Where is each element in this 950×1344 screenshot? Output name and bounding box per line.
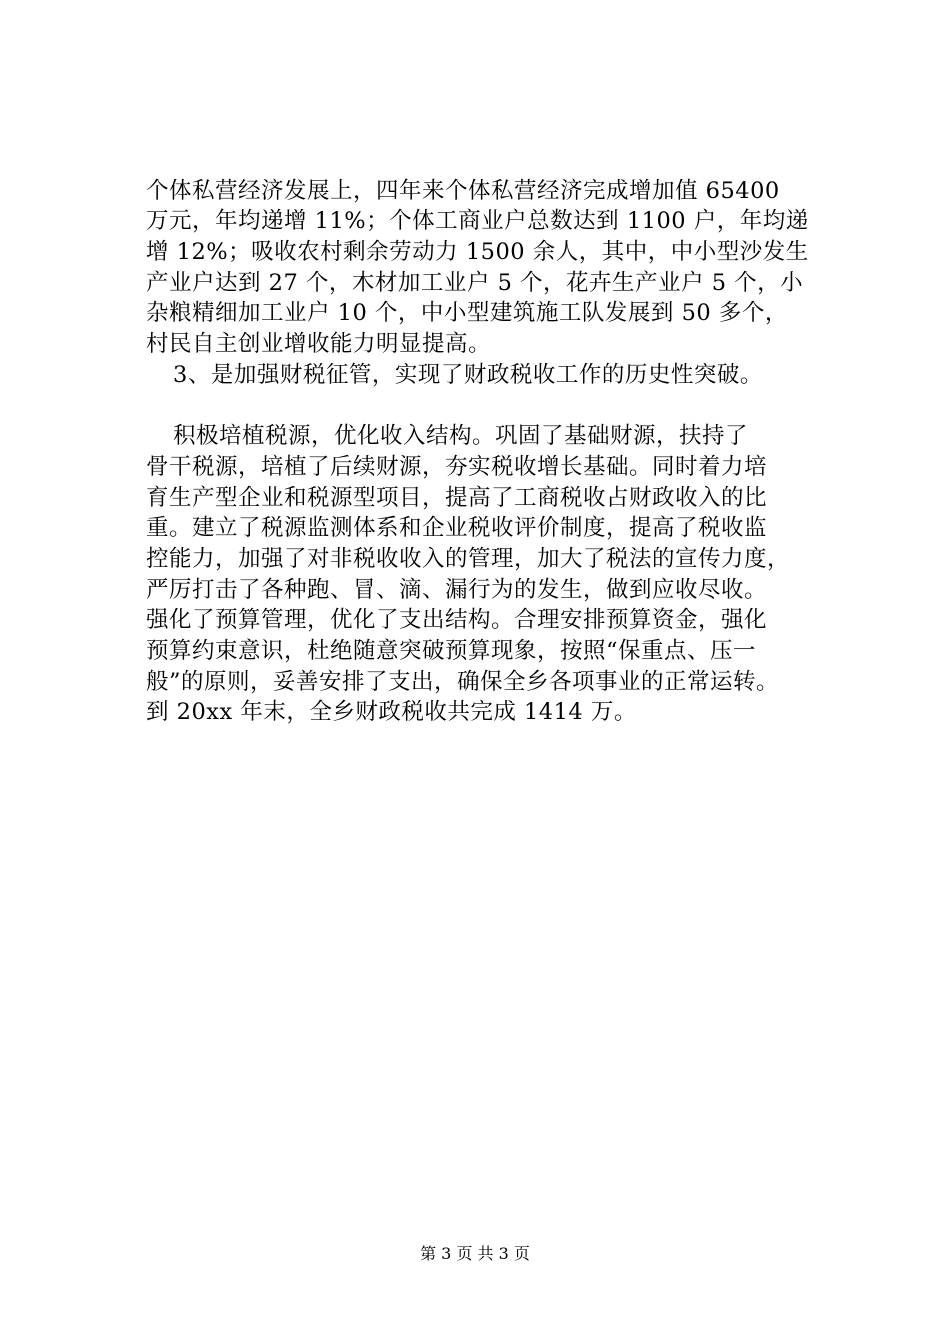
paragraph-2-line-9: 般”的原则，妥善安排了支出，确保全乡各项事业的正常运转。 [146,669,780,695]
paragraph-2-line-10: 到 20xx 年末，全乡财政税收共完成 1414 万。 [146,699,637,725]
section-heading: 3、是加强财税征管，实现了财政税收工作的历史性突破。 [173,362,763,388]
paragraph-2-line-7: 强化了预算管理，优化了支出结构。合理安排预算资金，强化 [146,607,768,633]
paragraph-2-line-8: 预算约束意识，杜绝随意突破预算现象，按照“保重点、压一 [146,638,757,664]
paragraph-2-line-2: 骨干税源，培植了后续财源，夯实税收增长基础。同时着力培 [146,454,768,480]
paragraph-1-line-6: 村民自主创业增收能力明显提高。 [146,331,492,357]
paragraph-1-line-1: 个体私营经济发展上，四年来个体私营经济完成增加值 65400 [146,178,780,204]
paragraph-2-line-4: 重。建立了税源监测体系和企业税收评价制度，提高了税收监 [146,515,768,541]
paragraph-1-line-5: 杂粮精细加工业户 10 个，中小型建筑施工队发展到 50 多个， [146,300,788,326]
paragraph-1-line-2: 万元，年均递增 11%；个体工商业户总数达到 1100 户，年均递 [146,208,809,234]
paragraph-1-line-3: 增 12%；吸收农村剩余劳动力 1500 余人，其中，中小型沙发生 [146,239,809,265]
paragraph-2-line-5: 控能力，加强了对非税收收入的管理，加大了税法的宣传力度， [146,546,791,572]
page-footer: 第 3 页 共 3 页 [420,1244,530,1263]
paragraph-2-line-6: 严厉打击了各种跑、冒、滴、漏行为的发生，做到应收尽收。 [146,577,768,603]
paragraph-2-line-3: 育生产型企业和税源型项目，提高了工商税收占财政收入的比 [146,485,768,511]
paragraph-1-line-4: 产业户达到 27 个，木材加工业户 5 个，花卉生产业户 5 个，小 [146,270,804,296]
paragraph-2-line-1: 积极培植税源，优化收入结构。巩固了基础财源，扶持了 [173,423,749,449]
